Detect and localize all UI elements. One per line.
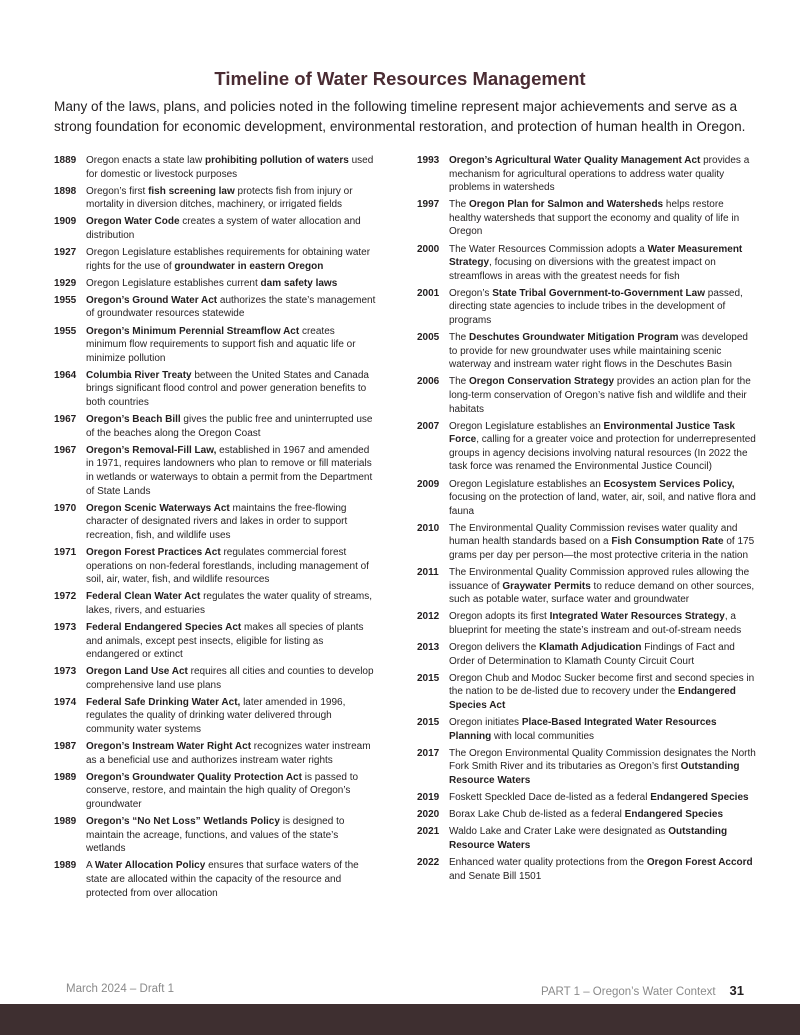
timeline-description — [449, 610, 757, 637]
timeline-description — [449, 331, 757, 372]
timeline-highlight: Endangered Species Act — [449, 686, 736, 711]
timeline-entry — [417, 522, 757, 563]
timeline-year: 2007 — [417, 420, 440, 432]
timeline-year: 1989 — [54, 860, 77, 872]
timeline-description — [449, 243, 757, 284]
timeline-highlight: Oregon’s Minimum Perennial Streamflow Act — [86, 325, 300, 337]
timeline-highlight: Oregon’s Beach Bill — [86, 414, 181, 426]
timeline-year: 1989 — [54, 771, 77, 783]
timeline-text: , calling for a greater voice and protection for underrepresented groups in agency decisions involving natural resources (In 2022 the task force was renamed the Environmental Justice Council) — [449, 434, 756, 473]
timeline-year: 1974 — [54, 696, 77, 708]
timeline-text: Waldo Lake and Crater Lake were designated as — [449, 826, 669, 838]
timeline-entry — [417, 856, 757, 883]
timeline-entry — [417, 198, 757, 239]
timeline-text: Borax Lake Chub de-listed as a federal — [449, 809, 625, 821]
timeline-description — [449, 478, 757, 519]
timeline-description — [86, 369, 376, 410]
timeline-entry — [417, 825, 757, 852]
timeline-text: protects fish from injury or mortality in diversion ditches, machinery, or irrigated fields — [86, 185, 353, 211]
timeline-entry — [54, 277, 376, 291]
timeline-description — [449, 522, 757, 563]
timeline-year: 2020 — [417, 809, 440, 821]
timeline-text: Oregon adopts its first — [449, 611, 550, 623]
timeline-text: Oregon enacts a state law — [86, 155, 205, 166]
timeline-text: The — [449, 376, 470, 388]
timeline-description — [86, 502, 376, 543]
timeline-year: 2013 — [417, 642, 440, 654]
timeline-highlight: Place-Based Integrated Water Resources Planning — [449, 717, 717, 742]
timeline-text: creates a system of water allocation and distribution — [86, 216, 361, 241]
timeline-year: 1955 — [54, 325, 77, 337]
timeline-text: used for domestic or livestock purposes — [86, 155, 374, 180]
timeline-text: , focusing on diversions with the greatest impact on streamflows in areas with the greatest needs for fish — [449, 257, 716, 282]
timeline-description — [86, 246, 376, 273]
timeline-highlight: Oregon’s Ground Water Act — [86, 294, 218, 306]
timeline-text: Oregon initiates — [449, 717, 522, 729]
timeline-text: A — [86, 860, 95, 872]
timeline-entry — [54, 444, 376, 498]
timeline-description — [449, 791, 757, 805]
timeline-entry — [417, 331, 757, 372]
timeline-entry — [417, 154, 757, 195]
timeline-description — [86, 771, 376, 812]
timeline-entry — [54, 590, 376, 617]
timeline-text: Foskett Speckled Dace de-listed as a federal — [449, 792, 651, 804]
timeline-text: helps restore healthy watersheds that support the economy and quality of life in Oregon — [449, 199, 740, 238]
timeline-highlight: State Tribal Government-to-Government Law — [492, 287, 705, 299]
timeline-highlight: Ecosystem Services Policy, — [603, 478, 735, 490]
timeline-description — [449, 856, 757, 883]
timeline-description — [449, 825, 757, 852]
timeline-text: to reduce demand on other sources, such as potable water, surface water and groundwater — [449, 580, 755, 606]
timeline-year: 2009 — [417, 478, 440, 490]
timeline-text: between the United States and Canada brings significant flood control and power generation benefits to both countries — [86, 369, 369, 408]
timeline-entry — [54, 502, 376, 543]
timeline-text: Oregon Chub and Modoc Sucker become first and second species in the nation to be de-listed due to recovery under the — [449, 672, 755, 698]
timeline-text: was developed to provide for new groundwater uses while maintaining scenic waterway and instream water right flows in the Deschutes Basin — [449, 332, 748, 371]
timeline-text: established in 1967 and amended in 1971, requires landowners who plan to remove or fill materials in wetlands or waterways to obtain a permit from the Department of State Lands — [86, 444, 373, 497]
timeline-description — [449, 287, 757, 328]
timeline-highlight: prohibiting pollution of waters — [204, 155, 349, 166]
timeline-highlight: Oregon Plan for Salmon and Watersheds — [469, 199, 664, 211]
timeline-description — [449, 808, 757, 822]
timeline-highlight: dam safety laws — [260, 277, 338, 289]
timeline-highlight: Endangered Species — [650, 792, 749, 804]
timeline-year: 1927 — [54, 247, 77, 259]
timeline-text: Enhanced water quality protections from the — [449, 856, 647, 868]
timeline-year: 1955 — [54, 294, 77, 306]
timeline-entry — [417, 243, 757, 284]
timeline-year: 2022 — [417, 856, 440, 868]
timeline-year: 2015 — [417, 717, 440, 729]
timeline-left-column — [54, 154, 376, 904]
timeline-text: provides an action plan for the long-term conservation of Oregon’s native fish and wildlife and their habitats — [449, 376, 751, 415]
timeline-entry — [417, 641, 757, 668]
timeline-year: 1967 — [54, 444, 77, 456]
timeline-text: The Oregon Environmental Quality Commission designates the North Fork Smith River and its tributaries as Oregon’s first — [449, 747, 756, 773]
timeline-entry — [54, 621, 376, 662]
footer-section-label: PART 1 – Oregon’s Water Context — [541, 986, 716, 998]
timeline-description — [449, 420, 757, 474]
timeline-highlight: Oregon’s “No Net Loss” Wetlands Policy — [86, 816, 280, 828]
page-number: 31 — [729, 983, 744, 998]
timeline-year: 1889 — [54, 155, 77, 166]
footer-section — [541, 983, 744, 998]
timeline-year: 2010 — [417, 522, 440, 534]
timeline-text: The Water Resources Commission adopts a — [449, 243, 648, 255]
timeline-text: regulates commercial forest operations on non-federal forestlands, including management of soil, air, water, fish, and wildlife resources — [86, 546, 369, 586]
timeline-year: 1967 — [54, 414, 77, 426]
intro-paragraph: Many of the laws, plans, and policies noted in the following timeline represent major achievements and serve as a strong foundation for economic development, environmental restoration, and protection of human health in Oregon. — [54, 99, 746, 134]
timeline-text: The — [449, 199, 470, 211]
timeline-year: 1987 — [54, 741, 77, 753]
timeline-entry — [417, 610, 757, 637]
timeline-text: creates minimum flow requirements to support fish and aquatic life or minimize pollution — [86, 325, 356, 364]
timeline-text: later amended in 1996, regulates the quality of drinking water delivered through community water systems — [86, 696, 346, 736]
timeline-description — [449, 716, 757, 743]
footer-bar — [0, 1004, 800, 1035]
timeline-entry — [54, 154, 376, 181]
timeline-year: 1997 — [417, 199, 440, 211]
timeline-highlight: Oregon’s Removal-Fill Law, — [86, 444, 217, 456]
timeline-description — [86, 215, 376, 242]
timeline-entry — [417, 566, 757, 607]
timeline-entry — [54, 665, 376, 692]
timeline-highlight: Environmental Justice Task Force — [449, 420, 736, 446]
timeline-description — [86, 413, 376, 440]
timeline-highlight: Klamath Adjudication — [539, 642, 642, 654]
timeline-entry — [54, 740, 376, 767]
timeline-year: 2000 — [417, 243, 440, 255]
timeline-highlight: Oregon’s Agricultural Water Quality Management Act — [449, 155, 701, 166]
timeline-year: 2015 — [417, 672, 440, 684]
timeline-entry — [417, 478, 757, 519]
timeline-text: Oregon Legislature establishes an — [449, 420, 604, 432]
timeline-text: authorizes the state’s management of groundwater resources statewide — [86, 294, 376, 320]
timeline-description — [86, 325, 376, 366]
timeline-text: Oregon’s — [449, 287, 493, 299]
timeline-highlight: Outstanding Resource Waters — [449, 761, 740, 786]
timeline-highlight: Deschutes Groundwater Mitigation Program — [469, 332, 679, 344]
timeline-highlight: Water Allocation Policy — [94, 860, 206, 872]
timeline-entry — [54, 369, 376, 410]
timeline-description — [86, 740, 376, 767]
timeline-year: 1989 — [54, 816, 77, 828]
timeline-text: requires all cities and counties to develop comprehensive land use plans — [86, 666, 374, 691]
timeline-highlight: Outstanding Resource Waters — [449, 826, 728, 851]
timeline-text: is passed to conserve, restore, and maintain the high quality of Oregon’s groundwater — [86, 771, 359, 811]
timeline-year: 1964 — [54, 369, 77, 381]
timeline-highlight: groundwater in eastern Oregon — [174, 260, 324, 272]
timeline-text: provides a mechanism for agricultural operations to address water quality problems in watersheds — [449, 155, 750, 194]
timeline-text: maintains the free-flowing character of designated rivers and lakes in order to support recreation, fish, and wildlife uses — [86, 502, 348, 541]
timeline-entry — [54, 546, 376, 587]
timeline-description — [86, 665, 376, 692]
timeline-year: 1929 — [54, 277, 77, 289]
timeline-description — [86, 294, 376, 321]
timeline-description — [86, 154, 376, 181]
timeline-highlight: Water Measurement Strategy — [449, 243, 743, 269]
timeline-highlight: Oregon’s Instream Water Right Act — [86, 741, 252, 753]
timeline-year: 1971 — [54, 546, 77, 558]
timeline-highlight: Federal Safe Drinking Water Act, — [86, 696, 241, 708]
timeline-year: 1972 — [54, 591, 77, 603]
timeline-highlight: Oregon Scenic Waterways Act — [86, 502, 230, 514]
timeline-entry — [54, 771, 376, 812]
timeline-description — [449, 672, 757, 713]
timeline-text: Oregon Legislature establishes an — [449, 478, 604, 490]
timeline-description — [86, 815, 376, 856]
timeline-highlight: Endangered Species — [624, 809, 724, 821]
timeline-description — [86, 590, 376, 617]
timeline-year: 1898 — [54, 185, 77, 197]
page-title: Timeline of Water Resources Management — [214, 68, 586, 89]
timeline-year: 1993 — [417, 155, 440, 166]
timeline-highlight: Federal Clean Water Act — [86, 591, 201, 603]
timeline-highlight: Federal Endangered Species Act — [86, 621, 242, 633]
timeline-text: focusing on the protection of land, water, air, soil, and native flora and fauna — [449, 492, 756, 517]
timeline-description — [449, 154, 757, 195]
timeline-year: 2011 — [417, 567, 439, 579]
timeline-text: Oregon Legislature establishes requirements for obtaining water rights for the use of — [86, 247, 371, 272]
timeline-description — [86, 621, 376, 662]
timeline-text: gives the public free and uninterrupted use of the beaches along the Oregon Coast — [86, 414, 373, 439]
timeline-year: 2006 — [417, 376, 440, 388]
timeline-text: with local communities — [491, 730, 595, 742]
timeline-year: 2012 — [417, 611, 440, 623]
timeline-highlight: Oregon Water Code — [86, 216, 180, 228]
timeline-entry — [417, 747, 757, 788]
timeline-text: The Environmental Quality Commission revises water quality and human health standards based on a — [449, 522, 738, 548]
timeline-year: 2001 — [417, 287, 440, 299]
timeline-text: The — [449, 332, 470, 344]
timeline-description — [86, 696, 376, 737]
timeline-description — [449, 747, 757, 788]
timeline-text: makes all species of plants and animals, except pest insects, eligible for listing as endangered or extinct — [86, 621, 364, 661]
timeline-entry — [417, 808, 757, 822]
timeline-text: passed, directing state agencies to include tribes in the development of programs — [449, 287, 743, 327]
timeline-text: Oregon Legislature establishes current — [86, 277, 261, 289]
timeline-highlight: Oregon Forest Accord — [646, 856, 753, 868]
timeline-year: 1973 — [54, 666, 77, 678]
timeline-text: The Environmental Quality Commission approved rules allowing the issuance of — [449, 567, 750, 592]
timeline-year: 2021 — [417, 826, 440, 838]
timeline-highlight: Oregon Forest Practices Act — [86, 546, 221, 558]
timeline-highlight: fish screening law — [148, 185, 235, 197]
timeline-entry — [54, 185, 376, 212]
timeline-text: Findings of Fact and Order of Determination to Klamath County Circuit Court — [449, 642, 735, 667]
timeline-highlight: Fish Consumption Rate — [611, 536, 724, 548]
timeline-text: of 175 grams per day per person—the most protective criteria in the nation — [449, 536, 755, 562]
timeline-highlight: Integrated Water Resources Strategy — [549, 611, 725, 623]
timeline-year: 2017 — [417, 747, 440, 759]
timeline-year: 1970 — [54, 502, 77, 514]
timeline-entry — [417, 716, 757, 743]
timeline-description — [449, 641, 757, 668]
timeline-entry — [417, 287, 757, 328]
timeline-entry — [54, 215, 376, 242]
timeline-text: Oregon delivers the — [449, 642, 540, 654]
timeline-text: ensures that surface waters of the state are allocated within the capacity of the resource and protected from over allocation — [86, 860, 359, 899]
timeline-text: Oregon’s first — [86, 185, 149, 197]
timeline-entry — [54, 696, 376, 737]
timeline-description — [449, 566, 757, 607]
timeline-highlight: Oregon Land Use Act — [86, 666, 188, 678]
timeline-text: recognizes water instream as a beneficial use and authorizes instream water rights — [86, 741, 371, 766]
timeline-entry — [417, 791, 757, 805]
timeline-text: regulates the water quality of streams, lakes, rivers, and estuaries — [86, 591, 373, 616]
timeline-text: is designed to maintain the acreage, functions, and values of the state’s wetlands — [86, 816, 345, 855]
timeline-description — [86, 185, 376, 212]
timeline-description — [86, 277, 376, 291]
footer-date: March 2024 – Draft 1 — [66, 983, 175, 995]
timeline-description — [86, 859, 376, 900]
timeline-highlight: Oregon’s Groundwater Quality Protection Act — [86, 771, 302, 783]
timeline-entry — [417, 420, 757, 474]
timeline-description — [449, 375, 757, 416]
timeline-highlight: Oregon Conservation Strategy — [469, 376, 615, 388]
timeline-description — [86, 546, 376, 587]
timeline-text: , a blueprint for meeting the state’s instream and out-of-stream needs — [449, 611, 742, 636]
timeline-highlight: Graywater Permits — [502, 580, 591, 592]
timeline-entry — [54, 325, 376, 366]
timeline-year: 1973 — [54, 621, 77, 633]
timeline-entry — [54, 294, 376, 321]
timeline-entry — [417, 672, 757, 713]
timeline-description — [86, 444, 376, 498]
timeline-entry — [54, 246, 376, 273]
timeline-year: 1909 — [54, 216, 77, 228]
timeline-entry — [54, 413, 376, 440]
timeline-description — [449, 198, 757, 239]
timeline-entry — [54, 815, 376, 856]
timeline-highlight: Columbia River Treaty — [86, 369, 192, 381]
timeline-year: 2019 — [417, 792, 440, 804]
timeline-text: and Senate Bill 1501 — [449, 870, 542, 882]
timeline-year: 2005 — [417, 332, 440, 344]
timeline-right-column — [417, 154, 757, 887]
timeline-entry — [54, 859, 376, 900]
timeline-entry — [417, 375, 757, 416]
